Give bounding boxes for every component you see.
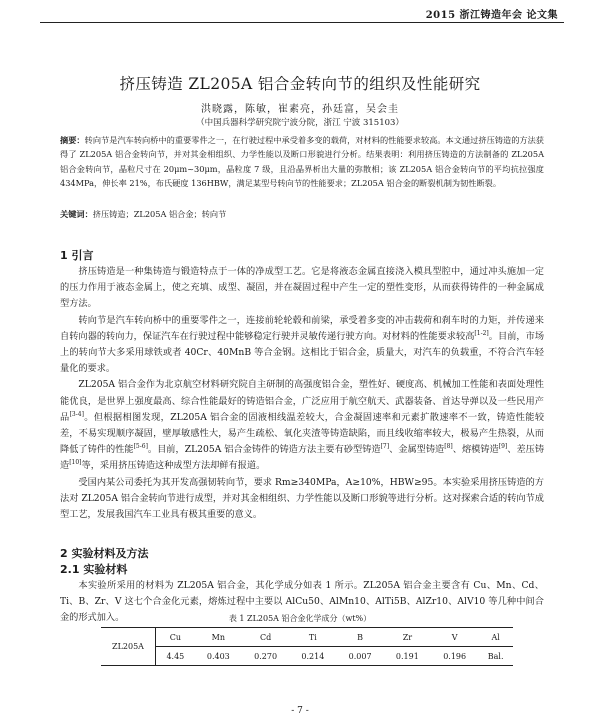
table-header-cell: B <box>336 628 383 647</box>
intro-p1-text: 挤压铸造是一种集铸造与锻造特点于一体的净成型工艺。它是将液态金属直接浇入模具型腔中，通过冲头施加一定的压力作用于液态金属上，使之充填、成型、凝固，并在凝固过程中产生一定的塑性变形，从而获得铸件的一种金属成型方法。 <box>60 266 544 310</box>
intro-paragraph-2 <box>60 313 544 378</box>
intro-p3-tail5: 、差压铸造 <box>60 444 545 472</box>
intro-p3-tail: 。但根据相图发现，ZL205A 铝合金的固液相线温差较大，合金凝固速率和元素扩散速率不一致，铸造性能较差，不易实现顺序凝固，壁厚敏感性大，易产生疏松、氧化夹渣等铸造缺陷，而且线收缩率较大，极易产生热裂，从而降低了铸件的性能 <box>60 411 545 456</box>
citation: [5-6] <box>133 443 148 451</box>
abstract-label: 摘要： <box>60 135 85 145</box>
intro-paragraph-4 <box>60 475 544 524</box>
table-cell: 0.191 <box>384 647 431 666</box>
table-header-cell: Ti <box>289 628 336 647</box>
citation: [9] <box>498 443 508 451</box>
section-heading-introduction: 1 引言 <box>60 249 94 262</box>
citation: [8] <box>444 443 453 451</box>
table-header-cell: Cu <box>156 628 195 647</box>
table-cell: 0.270 <box>242 647 289 666</box>
intro-paragraph-1 <box>60 264 544 313</box>
table-cell: 0.196 <box>431 647 478 666</box>
table-row <box>101 647 513 666</box>
table-cell: Bal. <box>478 647 513 666</box>
citation: [10] <box>69 459 82 467</box>
abstract-text: 转向节是汽车转向桥中的重要零件之一，在行驶过程中承受着多变的载荷，对材料的性能要求较高。本文通过挤压铸造的方法获得了 ZL205A 铝合金转向节，并对其金相组织、力学性能以及断口形貌进行分析。结果表明：利用挤压铸造的方法制备的 ZL205A 铝合金转向节，晶粒尺寸在 20μm~30μm，晶粒度 7 级，且沿晶界析出大量的弥散相；该 ZL205A 铝合金转向节的平均抗拉强度 434MPa，伸长率 21%，布氏硬度 136HBW，满足某型号转向节的性能要求；ZL205A 铝合金的断裂机制为韧性断裂。 <box>60 135 544 188</box>
author-list: 洪晓露，陈敏，崔素亮，孙廷富，吴会圭 <box>201 104 399 115</box>
table-cell: 0.214 <box>289 647 336 666</box>
intro-p3-tail2: 。目前，ZL205A 铝合金铸件的铸造方法主要有砂型铸造 <box>147 444 381 456</box>
introduction-body <box>60 264 544 523</box>
table-cell: 4.45 <box>156 647 195 666</box>
subsection-heading-materials: 2.1 实验材料 <box>60 563 128 576</box>
table-cell: 0.403 <box>195 647 242 666</box>
table-header-row <box>101 628 513 647</box>
table-cell: 0.007 <box>336 647 383 666</box>
citation: [1-2] <box>474 329 489 337</box>
citation: [3-4] <box>69 410 84 418</box>
intro-p3-tail6: 等，采用挤压铸造这种成型方法却鲜有报道。 <box>81 460 266 472</box>
intro-p3-tail4: 、熔模铸造 <box>452 444 499 456</box>
table-header-cell: Cd <box>242 628 289 647</box>
intro-p3-text: ZL205A 铝合金作为北京航空材料研究院自主研制的高强度铝合金，塑性好、硬度高、机械加工性能和表面处理性能优良，是世界上强度最高、综合性能最好的铸造铝合金，广泛应用于航空航天、武器装备、首达导弹以及一些民用产品 <box>60 379 544 423</box>
paper-title: 挤压铸造 ZL205A 铝合金转向节的组织及性能研究 <box>119 75 481 93</box>
table-header-cell: Zr <box>384 628 431 647</box>
table-header-cell: Al <box>478 628 513 647</box>
keywords-text: 挤压铸造；ZL205A 铝合金；转向节 <box>92 209 227 219</box>
intro-p3-tail3: 、金属型铸造 <box>389 444 445 456</box>
running-header: 2015 浙江铸造年会 论文集 <box>425 10 558 21</box>
intro-paragraph-3 <box>60 377 544 474</box>
page-number: - 7 - <box>291 706 309 716</box>
citation: [7] <box>380 443 390 451</box>
table-caption: 表 1 ZL205A 铝合金化学成分（wt%） <box>228 614 372 623</box>
keywords <box>60 207 544 221</box>
composition-table <box>101 627 513 666</box>
header-rule <box>40 22 564 23</box>
keywords-label: 关键词： <box>60 209 93 219</box>
abstract <box>60 133 544 190</box>
table-header-cell: V <box>431 628 478 647</box>
table-row-label: ZL205A <box>101 628 156 666</box>
intro-p2-text: 转向节是汽车转向桥中的重要零件之一，连接前轮轮毂和前梁，承受着多变的冲击载荷和刹车时的力矩，并传递来自转向器的转向力，保证汽车在行驶过程中能够稳定行驶并灵敏传递行驶方向。对材料的性能要求较高 <box>60 314 544 342</box>
materials-paragraph: 本实验所采用的材料为 ZL205A 铝合金，其化学成分如表 1 所示。ZL205A 铝合金主要含有 Cu、Mn、Cd、Ti、B、Zr、V 这七个合金化元素，熔炼过程中主要以 AlCu50、AlMn10、AlTi5B、AlZr10、AlV10 等几种中间合金的形式加入。 <box>60 580 544 624</box>
affiliation: （中国兵器科学研究院宁波分院，浙江 宁波 315103） <box>196 118 404 128</box>
intro-p2-tail: 。目前，市场上的转向节大多采用球铁或者 40Cr、40MnB 等合金钢。这相比于铝合金，质量大，对汽车的负载重，不符合汽车轻量化的要求。 <box>60 330 545 375</box>
section-heading-materials-methods: 2 实验材料及方法 <box>60 547 149 560</box>
table-header-cell: Mn <box>195 628 242 647</box>
intro-p4-text: 受国内某公司委托为其开发高强韧转向节，要求 Rm≥340MPa，A≥10%，HBW≥95。本实验采用挤压铸造的方法对 ZL205A 铝合金转向节进行成型，并对其金相组织、力学性能以及断口形貌等进行分析。这对探索合适的转向节成型工艺，发展我国汽车工业具有极其重要的意义。 <box>60 476 544 521</box>
